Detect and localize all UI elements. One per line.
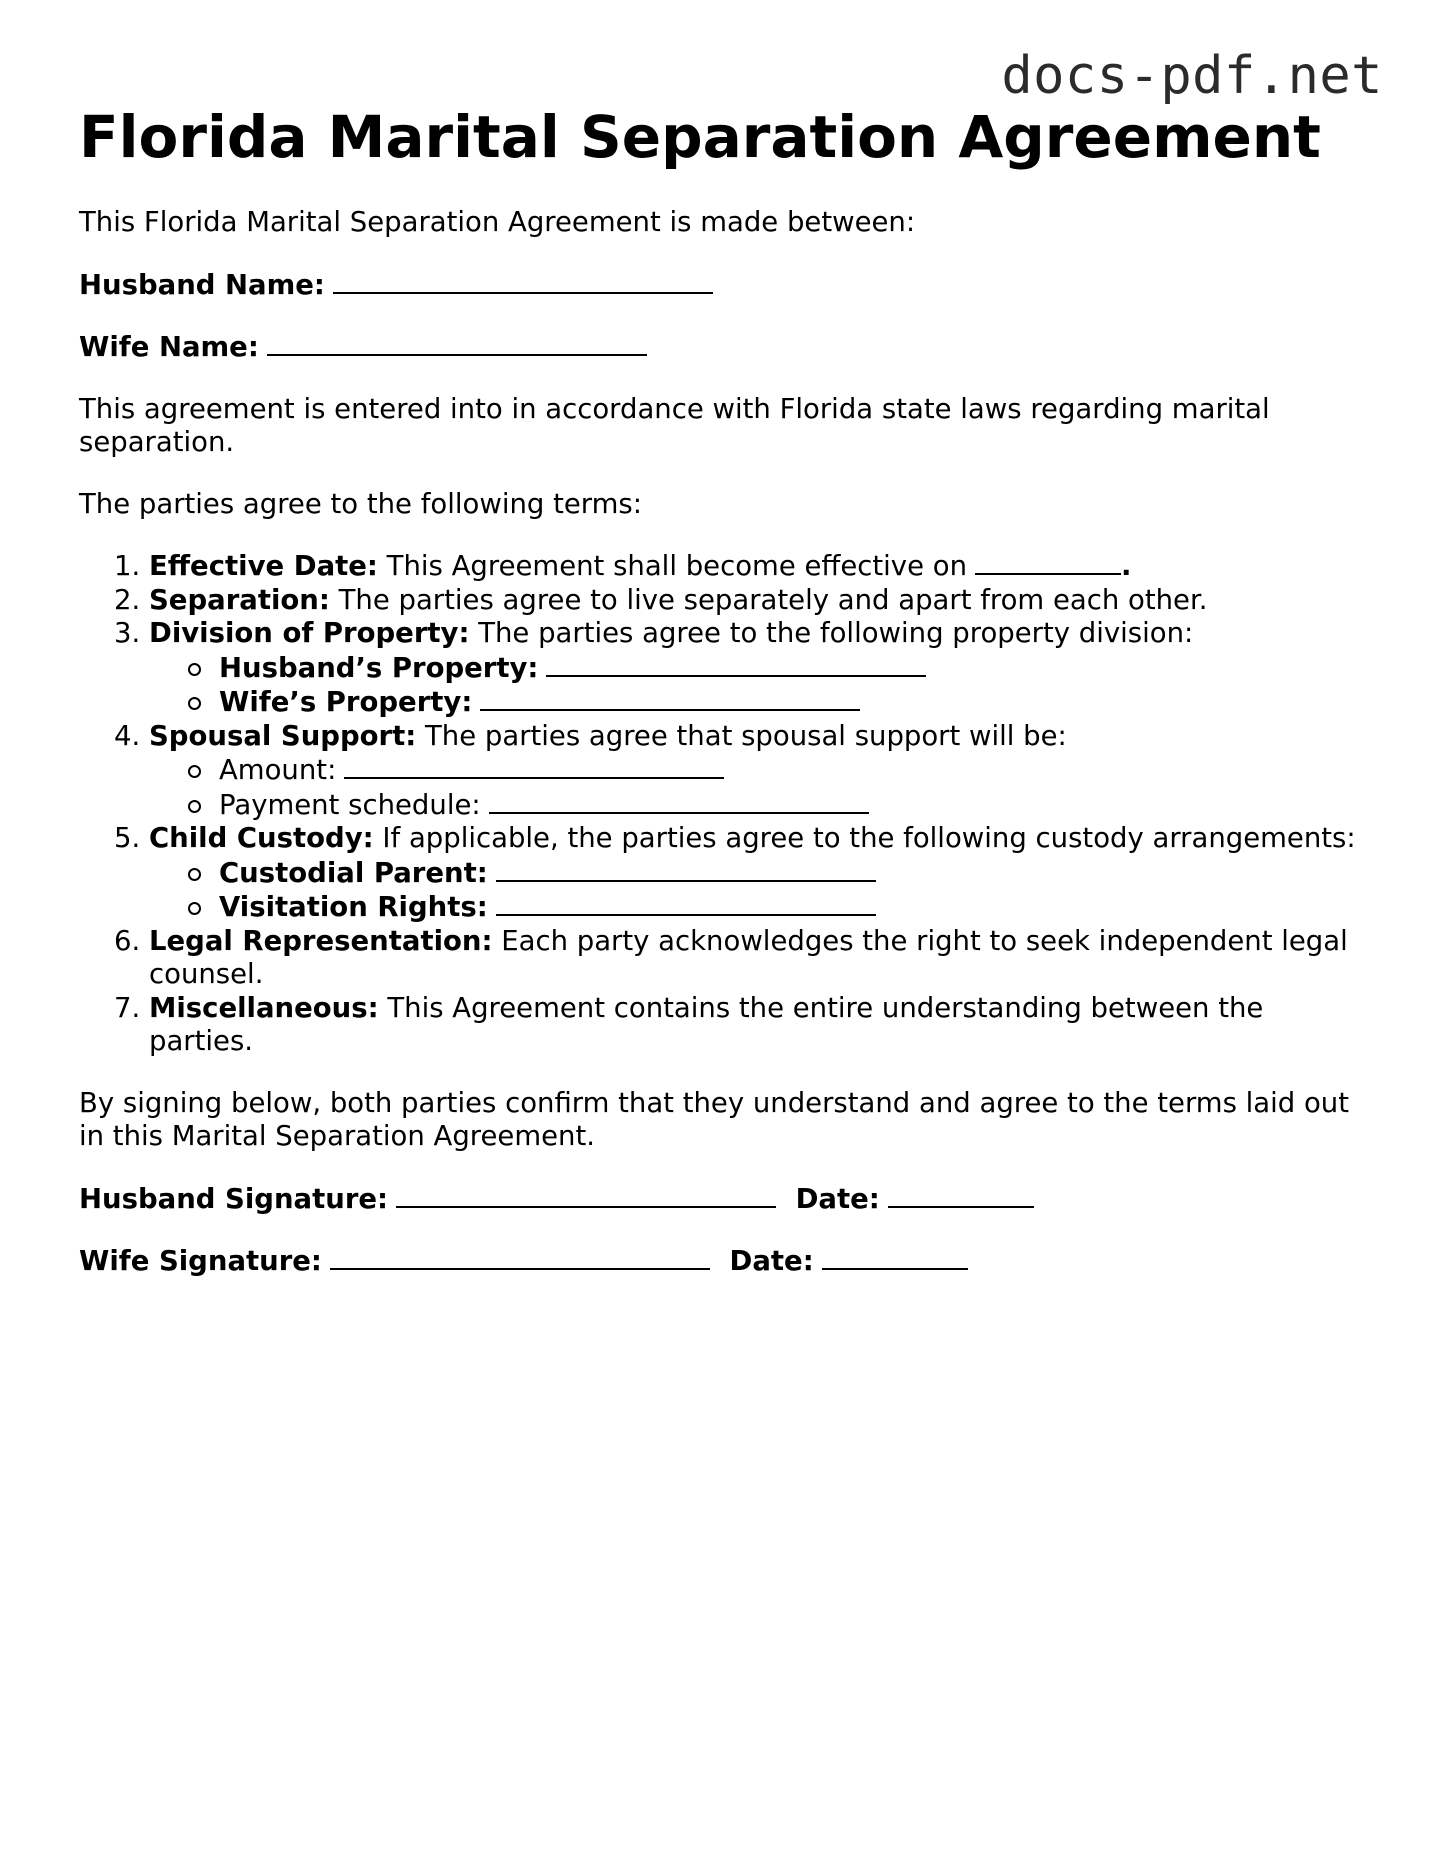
husband-name-line <box>79 268 1369 303</box>
wifes-property-blank[interactable] <box>480 685 860 711</box>
effective-date-blank[interactable] <box>975 549 1121 575</box>
term-effective-date <box>149 549 1369 584</box>
sub-item-custodial-parent <box>219 856 1369 891</box>
term-division-of-property <box>149 617 1369 720</box>
document-page <box>79 98 1369 1279</box>
term-text: The parties agree to live separately and apart from each other. <box>338 583 1208 616</box>
wife-name-label: Wife Name: <box>79 331 259 363</box>
wife-date-label: Date: <box>729 1245 814 1277</box>
husband-signature-label: Husband Signature: <box>79 1182 389 1215</box>
term-text: Each party acknowledges the right to seek independent legal counsel. <box>149 924 1348 990</box>
closing-text: By signing below, both parties confirm that they understand and agree to the terms laid out in this Marital Separation Agreement. <box>79 1086 1350 1152</box>
sub-item-label: Custodial Parent: <box>219 856 488 889</box>
visitation-rights-blank[interactable] <box>496 890 876 916</box>
term-text: The parties agree to the following property division: <box>478 617 1194 649</box>
husband-name-blank[interactable] <box>333 268 713 294</box>
term-title: Division of Property: <box>149 617 470 649</box>
term-text: If applicable, the parties agree to the following custody arrangements: <box>382 822 1356 854</box>
amount-blank[interactable] <box>344 753 724 779</box>
wife-name-blank[interactable] <box>267 330 647 356</box>
sub-item-amount <box>219 753 1369 788</box>
sub-item-wifes-property <box>219 685 1369 720</box>
sub-item-label: Amount: <box>219 754 337 786</box>
intro-text: This Florida Marital Separation Agreement is made between: <box>79 206 916 238</box>
document-title: Florida Marital Separation Agreement <box>79 103 1321 171</box>
husband-signature-line <box>79 1182 1369 1217</box>
custodial-parent-blank[interactable] <box>496 856 876 882</box>
wife-signature-label: Wife Signature: <box>79 1245 322 1277</box>
agreement-text: This agreement is entered into in accordance with Florida state laws regarding marital separation. <box>79 392 1270 458</box>
term-title: Legal Representation: <box>149 924 493 957</box>
sub-item-visitation-rights <box>219 890 1369 925</box>
husband-name-label: Husband Name: <box>79 268 325 301</box>
term-spousal-support <box>149 720 1369 823</box>
term-title: Effective Date: <box>149 550 378 582</box>
wife-date-blank[interactable] <box>822 1244 968 1270</box>
husband-date-label: Date: <box>795 1182 880 1215</box>
term-title: Miscellaneous: <box>149 991 379 1024</box>
term-child-custody <box>149 822 1369 925</box>
terms-list <box>79 549 1369 1059</box>
term-suffix: . <box>1121 550 1132 582</box>
sub-item-label: Wife’s Property: <box>219 686 473 718</box>
term-title: Spousal Support: <box>149 719 417 752</box>
custody-sublist <box>149 856 1369 925</box>
term-title: Child Custody: <box>149 822 374 854</box>
term-title: Separation: <box>149 583 330 616</box>
property-sublist <box>149 651 1369 720</box>
sub-item-husbands-property <box>219 651 1369 686</box>
sub-item-payment-schedule <box>219 788 1369 823</box>
husband-signature-blank[interactable] <box>396 1182 776 1208</box>
term-miscellaneous <box>149 992 1369 1059</box>
support-sublist <box>149 753 1369 822</box>
wife-signature-blank[interactable] <box>330 1244 710 1270</box>
term-separation <box>149 584 1369 618</box>
watermark-text: docs-pdf.net <box>1001 46 1383 106</box>
terms-intro: The parties agree to the following terms: <box>79 487 642 520</box>
wife-signature-line <box>79 1244 1369 1279</box>
term-text: The parties agree that spousal support will be: <box>425 719 1067 752</box>
term-text: This Agreement contains the entire understanding between the parties. <box>149 991 1264 1057</box>
term-text: This Agreement shall become effective on <box>386 550 967 582</box>
term-legal-representation <box>149 925 1369 992</box>
wife-name-line <box>79 330 1369 365</box>
husbands-property-blank[interactable] <box>546 651 926 677</box>
husband-date-blank[interactable] <box>888 1182 1034 1208</box>
sub-item-label: Husband’s Property: <box>219 651 539 684</box>
payment-schedule-blank[interactable] <box>489 788 869 814</box>
sub-item-label: Visitation Rights: <box>219 891 488 923</box>
sub-item-label: Payment schedule: <box>219 788 481 821</box>
